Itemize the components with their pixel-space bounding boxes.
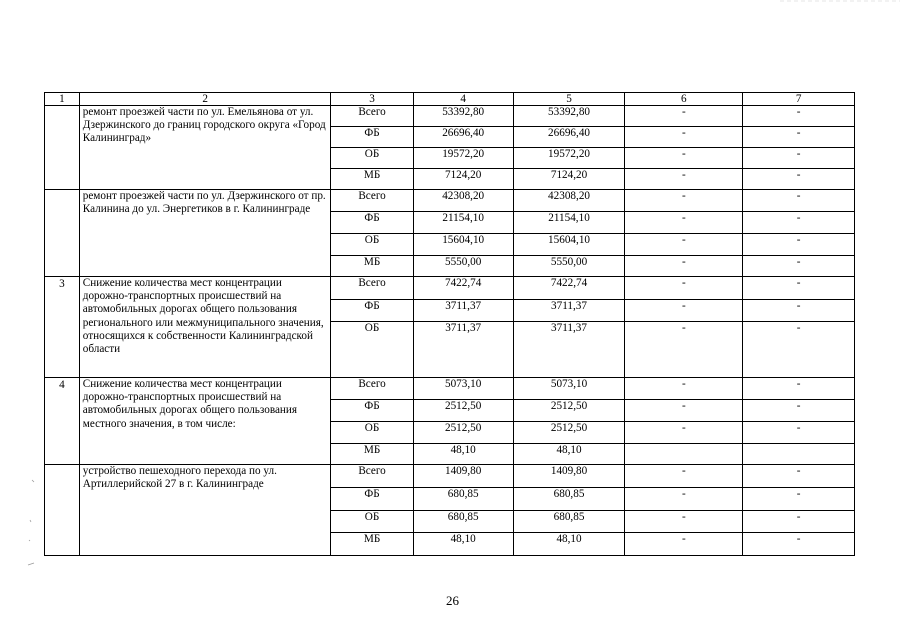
col7-cell: -	[743, 400, 855, 422]
year-amount-cell: 680,85	[513, 488, 625, 511]
funding-source-cell: ФБ	[331, 300, 413, 322]
col6-cell: -	[625, 106, 743, 127]
col6-cell: -	[625, 148, 743, 169]
funding-source-cell: ФБ	[331, 212, 413, 234]
col7-cell: -	[743, 127, 855, 148]
year-amount-cell: 2512,50	[513, 400, 625, 422]
funding-source-cell: ФБ	[331, 488, 413, 511]
funding-source-cell: ОБ	[331, 511, 413, 533]
item-number-cell: 3	[45, 277, 80, 378]
year-amount-cell: 26696,40	[513, 127, 625, 148]
col6-cell: -	[625, 533, 743, 556]
funding-source-cell: Всего	[331, 190, 413, 212]
funding-source-cell: ОБ	[331, 422, 413, 444]
total-amount-cell: 3711,37	[413, 300, 513, 322]
header-cell: 4	[413, 93, 513, 106]
total-amount-cell: 19572,20	[413, 148, 513, 169]
total-amount-cell: 1409,80	[413, 465, 513, 488]
col6-cell: -	[625, 234, 743, 256]
col7-cell: -	[743, 277, 855, 300]
total-amount-cell: 15604,10	[413, 234, 513, 256]
total-amount-cell: 2512,50	[413, 422, 513, 444]
year-amount-cell: 48,10	[513, 444, 625, 465]
col6-cell: -	[625, 300, 743, 322]
funding-source-cell: МБ	[331, 169, 413, 190]
item-number-cell: 4	[45, 378, 80, 465]
col7-cell: -	[743, 378, 855, 400]
total-amount-cell: 48,10	[413, 444, 513, 465]
year-amount-cell: 42308,20	[513, 190, 625, 212]
col6-cell: -	[625, 127, 743, 148]
total-amount-cell: 21154,10	[413, 212, 513, 234]
total-amount-cell: 2512,50	[413, 400, 513, 422]
col6-cell: -	[625, 400, 743, 422]
year-amount-cell: 48,10	[513, 533, 625, 556]
funding-source-cell: Всего	[331, 378, 413, 400]
total-amount-cell: 5073,10	[413, 378, 513, 400]
year-amount-cell: 7124,20	[513, 169, 625, 190]
col6-cell: -	[625, 488, 743, 511]
col7-cell: -	[743, 148, 855, 169]
col7-cell: -	[743, 322, 855, 378]
col7-cell: -	[743, 422, 855, 444]
funding-source-cell: Всего	[331, 106, 413, 127]
col7-cell: -	[743, 256, 855, 277]
funding-source-cell: МБ	[331, 256, 413, 277]
funding-source-cell: МБ	[331, 533, 413, 556]
col6-cell: -	[625, 422, 743, 444]
col7-cell: -	[743, 169, 855, 190]
col6-cell: -	[625, 511, 743, 533]
total-amount-cell: 42308,20	[413, 190, 513, 212]
col7-cell: -	[743, 234, 855, 256]
col7-cell: -	[743, 106, 855, 127]
year-amount-cell: 7422,74	[513, 277, 625, 300]
funding-source-cell: ФБ	[331, 400, 413, 422]
funding-source-cell: ОБ	[331, 234, 413, 256]
year-amount-cell: 19572,20	[513, 148, 625, 169]
year-amount-cell: 680,85	[513, 511, 625, 533]
col6-cell: -	[625, 322, 743, 378]
funding-source-cell: Всего	[331, 465, 413, 488]
year-amount-cell: 21154,10	[513, 212, 625, 234]
col7-cell: -	[743, 488, 855, 511]
col6-cell: -	[625, 378, 743, 400]
year-amount-cell: 1409,80	[513, 465, 625, 488]
col6-cell: -	[625, 465, 743, 488]
total-amount-cell: 26696,40	[413, 127, 513, 148]
total-amount-cell: 680,85	[413, 488, 513, 511]
header-cell: 6	[625, 93, 743, 106]
total-amount-cell: 48,10	[413, 533, 513, 556]
funding-source-cell: Всего	[331, 277, 413, 300]
item-description-cell: Снижение количества мест концентрации дорожно-транспортных происшествий на автомобильных дорогах общего пользования местного значения, в том числе:	[79, 378, 331, 465]
col6-cell: -	[625, 256, 743, 277]
col7-cell: -	[743, 533, 855, 556]
col7-cell: -	[743, 465, 855, 488]
col7-cell: -	[743, 511, 855, 533]
page-number: 26	[446, 593, 459, 608]
col6-cell: -	[625, 190, 743, 212]
total-amount-cell: 53392,80	[413, 106, 513, 127]
header-cell: 2	[79, 93, 331, 106]
item-description-cell: устройство пешеходного перехода по ул. Артиллерийской 27 в г. Калининграде	[79, 465, 331, 556]
funding-source-cell: ФБ	[331, 127, 413, 148]
item-description-cell: ремонт проезжей части по ул. Емельянова от ул. Дзержинского до границ городского округа «Город Калининград»	[79, 106, 331, 190]
item-description-cell: ремонт проезжей части по ул. Дзержинского от пр. Калинина до ул. Энергетиков в г. Калининграде	[79, 190, 331, 277]
year-amount-cell: 5073,10	[513, 378, 625, 400]
funding-source-cell: ОБ	[331, 322, 413, 378]
year-amount-cell: 2512,50	[513, 422, 625, 444]
total-amount-cell: 3711,37	[413, 322, 513, 378]
funding-source-cell: МБ	[331, 444, 413, 465]
year-amount-cell: 3711,37	[513, 300, 625, 322]
header-cell: 7	[743, 93, 855, 106]
header-cell: 1	[45, 93, 80, 106]
year-amount-cell: 53392,80	[513, 106, 625, 127]
col7-cell: -	[743, 300, 855, 322]
total-amount-cell: 5550,00	[413, 256, 513, 277]
col7-cell: -	[743, 212, 855, 234]
header-cell: 5	[513, 93, 625, 106]
col6-cell: -	[625, 277, 743, 300]
col6-cell: -	[625, 169, 743, 190]
header-cell: 3	[331, 93, 413, 106]
total-amount-cell: 7422,74	[413, 277, 513, 300]
funding-source-cell: ОБ	[331, 148, 413, 169]
year-amount-cell: 15604,10	[513, 234, 625, 256]
year-amount-cell: 3711,37	[513, 322, 625, 378]
col6-cell: -	[625, 212, 743, 234]
total-amount-cell: 7124,20	[413, 169, 513, 190]
total-amount-cell: 680,85	[413, 511, 513, 533]
year-amount-cell: 5550,00	[513, 256, 625, 277]
col7-cell: -	[743, 190, 855, 212]
item-description-cell: Снижение количества мест концентрации дорожно-транспортных происшествий на автомобильных дорогах общего пользования регионального или межмуниципального значения, относящихся к собственности Калининградской области	[79, 277, 331, 378]
